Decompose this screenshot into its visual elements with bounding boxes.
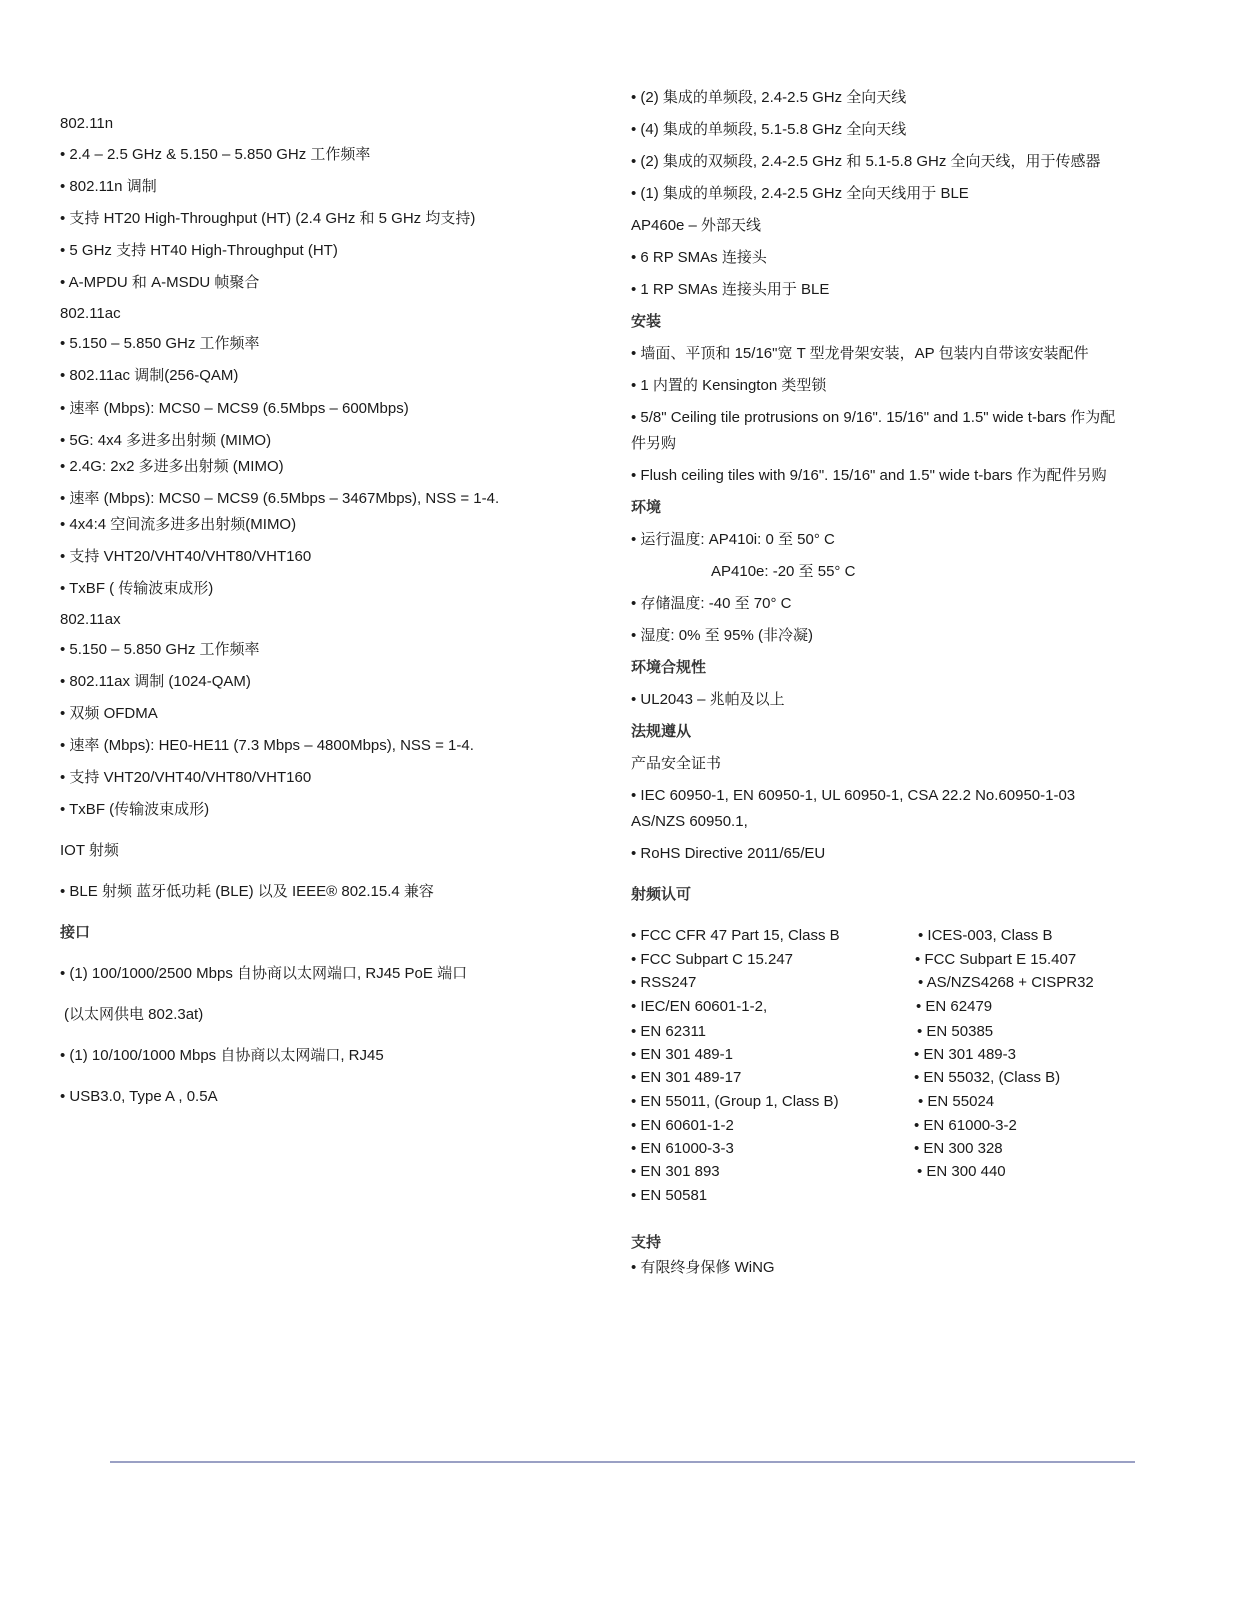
rf-list-left-item: • EN 60601-1-2 xyxy=(631,1117,734,1134)
rf-list-left-item: • RSS247 xyxy=(631,974,697,991)
list-item: • 速率 (Mbps): MCS0 – MCS9 (6.5Mbps – 3467Mbps), NSS = 1-4. xyxy=(60,490,500,507)
heading-external-antenna: AP460e – 外部天线 xyxy=(631,217,762,234)
list-item: • (2) 集成的单频段, 2.4-2.5 GHz 全向天线 xyxy=(631,89,907,106)
list-item: • 6 RP SMAs 连接头 xyxy=(631,249,767,266)
list-item: • 5/8" Ceiling tile protrusions on 9/16". 15/16" and 1.5" wide t-bars 作为配 xyxy=(631,409,1116,426)
rf-list-left-item: • EN 301 893 xyxy=(631,1163,720,1180)
heading-regulatory: 法规遵从 xyxy=(631,723,692,740)
rf-list-left-item: • EN 61000-3-3 xyxy=(631,1140,734,1157)
rf-list-right-item: • ICES-003, Class B xyxy=(918,927,1053,944)
list-item-continued: 件另购 xyxy=(631,435,677,452)
rf-list-right-item: • AS/NZS4268 + CISPR32 xyxy=(918,974,1094,991)
list-item: • 5.150 – 5.850 GHz 工作频率 xyxy=(60,641,260,658)
list-item: • 双频 OFDMA xyxy=(60,705,158,722)
list-item: • TxBF ( 传输波束成形) xyxy=(60,580,214,597)
rf-list-right-item: • EN 61000-3-2 xyxy=(914,1117,1017,1134)
list-item: • 运行温度: AP410i: 0 至 50° C xyxy=(631,531,835,548)
list-item: • 4x4:4 空间流多进多出射频(MIMO) xyxy=(60,516,297,533)
list-item: • 墙面、平顶和 15/16"宽 T 型龙骨架安装，AP 包装内自带该安装配件 xyxy=(631,345,1089,362)
list-item: • (1) 10/100/1000 Mbps 自协商以太网端口, RJ45 xyxy=(60,1047,384,1064)
heading-80211n: 802.11n xyxy=(60,115,114,132)
heading-80211ax: 802.11ax xyxy=(60,611,121,628)
heading-interface: 接口 xyxy=(60,924,91,941)
list-item-continued: (以太网供电 802.3at) xyxy=(64,1006,204,1023)
list-item: • 支持 VHT20/VHT40/VHT80/VHT160 xyxy=(60,769,312,786)
list-item: • 5 GHz 支持 HT40 High-Throughput (HT) xyxy=(60,242,338,259)
rf-list-left-item: • EN 50581 xyxy=(631,1187,708,1204)
rf-list-left-item: • EN 62311 xyxy=(631,1023,707,1040)
list-item: • A-MPDU 和 A-MSDU 帧聚合 xyxy=(60,274,260,291)
heading-rf-approvals: 射频认可 xyxy=(631,886,692,903)
list-item: • UL2043 – 兆帕及以上 xyxy=(631,691,785,708)
list-item: • 速率 (Mbps): MCS0 – MCS9 (6.5Mbps – 600Mbps) xyxy=(60,400,409,417)
list-item: • Flush ceiling tiles with 9/16". 15/16" and 1.5" wide t-bars 作为配件另购 xyxy=(631,467,1107,484)
list-item: • 1 RP SMAs 连接头用于 BLE xyxy=(631,281,830,298)
list-item: • (4) 集成的单频段, 5.1-5.8 GHz 全向天线 xyxy=(631,121,907,138)
rf-list-right-item: • EN 50385 xyxy=(917,1023,994,1040)
footer-divider xyxy=(110,1461,1135,1463)
heading-80211ac: 802.11ac xyxy=(60,305,121,322)
list-item: • USB3.0, Type A , 0.5A xyxy=(60,1088,218,1105)
list-item: • 湿度: 0% 至 95% (非冷凝) xyxy=(631,627,813,644)
list-item: • IEC 60950-1, EN 60950-1, UL 60950-1, CSA 22.2 No.60950-1-03 xyxy=(631,787,1076,804)
rf-list-left-item: • FCC Subpart C 15.247 xyxy=(631,951,793,968)
rf-list-left-item: • EN 301 489-17 xyxy=(631,1069,742,1086)
list-item: • (1) 集成的单频段, 2.4-2.5 GHz 全向天线用于 BLE xyxy=(631,185,969,202)
list-item-continued: AS/NZS 60950.1, xyxy=(631,813,748,830)
list-item-continued: AP410e: -20 至 55° C xyxy=(711,563,856,580)
list-item: • 支持 VHT20/VHT40/VHT80/VHT160 xyxy=(60,548,312,565)
heading-support: 支持 xyxy=(631,1234,662,1251)
rf-list-left-item: • IEC/EN 60601-1-2, xyxy=(631,998,768,1015)
list-item: • 2.4G: 2x2 多进多出射频 (MIMO) xyxy=(60,458,284,475)
list-item: • 802.11ac 调制(256-QAM) xyxy=(60,367,239,384)
list-item: • 存储温度: -40 至 70° C xyxy=(631,595,792,612)
list-item: • 802.11n 调制 xyxy=(60,178,157,195)
list-item: • (1) 100/1000/2500 Mbps 自协商以太网端口, RJ45 PoE 端口 xyxy=(60,965,468,982)
rf-list-right-item: • EN 300 440 xyxy=(917,1163,1006,1180)
list-item: • 802.11ax 调制 (1024-QAM) xyxy=(60,673,251,690)
rf-list-right-item: • EN 301 489-3 xyxy=(914,1046,1016,1063)
list-item: • 2.4 – 2.5 GHz & 5.150 – 5.850 GHz 工作频率 xyxy=(60,146,371,163)
heading-install: 安装 xyxy=(631,313,662,330)
rf-list-right-item: • EN 300 328 xyxy=(914,1140,1003,1157)
rf-list-right-item: • EN 55032, (Class B) xyxy=(914,1069,1061,1086)
list-item: • 速率 (Mbps): HE0-HE11 (7.3 Mbps – 4800Mbps), NSS = 1-4. xyxy=(60,737,474,754)
heading-environmental-compliance: 环境合规性 xyxy=(631,659,707,676)
heading-product-safety: 产品安全证书 xyxy=(631,755,722,772)
list-item: • 1 内置的 Kensington 类型锁 xyxy=(631,377,827,394)
list-item: • 5.150 – 5.850 GHz 工作频率 xyxy=(60,335,260,352)
rf-list-right-item: • FCC Subpart E 15.407 xyxy=(915,951,1077,968)
heading-iot: IOT 射频 xyxy=(60,842,119,859)
list-item: • BLE 射频 蓝牙低功耗 (BLE) 以及 IEEE® 802.15.4 兼容 xyxy=(60,883,434,900)
list-item: • 5G: 4x4 多进多出射频 (MIMO) xyxy=(60,432,272,449)
rf-list-left-item: • EN 55011, (Group 1, Class B) xyxy=(631,1093,839,1110)
list-item: • (2) 集成的双频段, 2.4-2.5 GHz 和 5.1-5.8 GHz 全向天线，用于传感器 xyxy=(631,153,1101,170)
heading-environment: 环境 xyxy=(631,499,662,516)
rf-list-left-item: • EN 301 489-1 xyxy=(631,1046,733,1063)
rf-list-right-item: • EN 62479 xyxy=(916,998,993,1015)
list-item: • RoHS Directive 2011/65/EU xyxy=(631,845,826,862)
rf-list-right-item: • EN 55024 xyxy=(918,1093,995,1110)
list-item: • TxBF (传输波束成形) xyxy=(60,801,210,818)
list-item: • 支持 HT20 High-Throughput (HT) (2.4 GHz 和 5 GHz 均支持) xyxy=(60,210,476,227)
rf-list-left-item: • FCC CFR 47 Part 15, Class B xyxy=(631,927,840,944)
list-item: • 有限终身保修 WiNG xyxy=(631,1259,775,1276)
